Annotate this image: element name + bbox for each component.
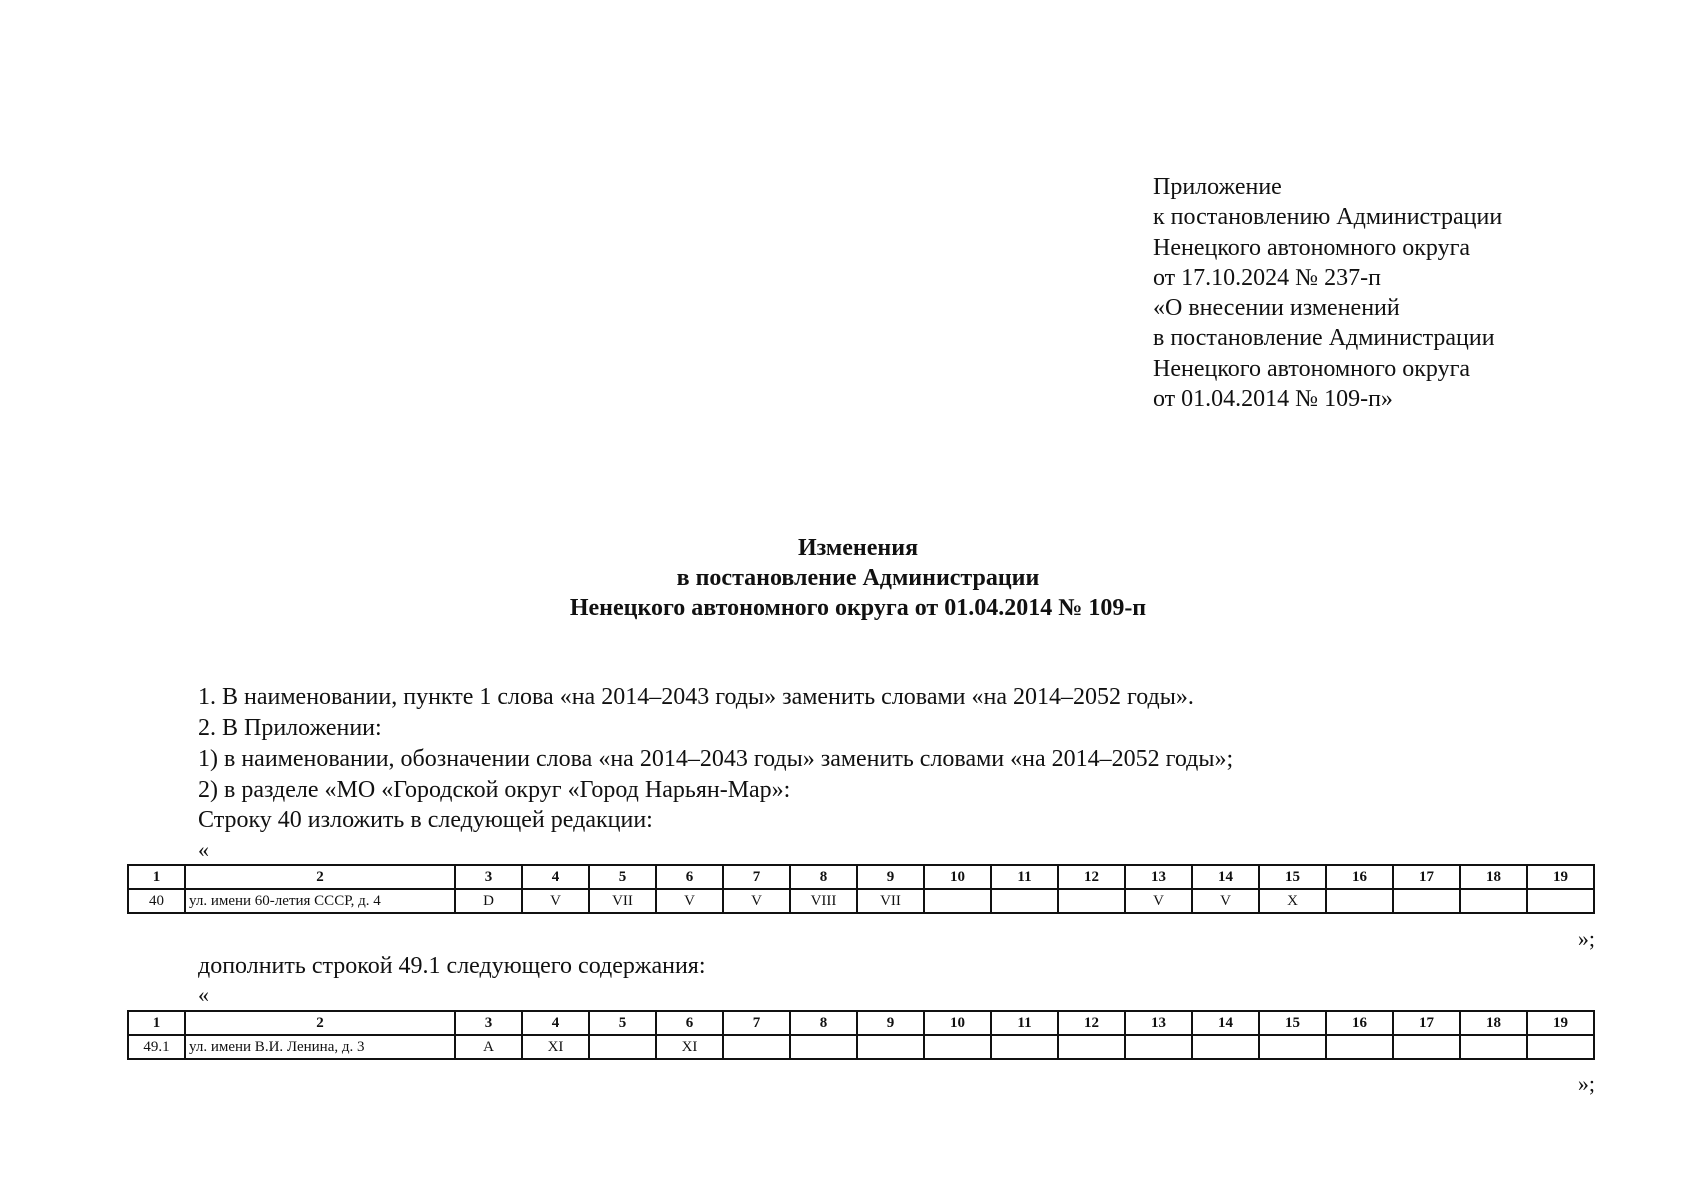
table-header-cell: 10 (924, 1011, 991, 1035)
document-title-line: Изменения (797, 535, 919, 561)
paragraph-3: 1) в наименовании, обозначении слова «на 2014–2043 годы» заменить словами «на 2014–2052 годы»; (198, 746, 1234, 772)
table-cell (991, 1035, 1058, 1059)
table-cell (1058, 1035, 1125, 1059)
document-title-line: Ненецкого автономного округа от 01.04.2014 № 109-п (569, 595, 1147, 621)
table-header-cell: 18 (1460, 865, 1527, 889)
table-cell: 40 (128, 889, 185, 913)
appendix-header-line: «О внесении изменений (1153, 295, 1400, 322)
table-header-cell: 13 (1125, 865, 1192, 889)
table-header-cell: 1 (128, 1011, 185, 1035)
table-header-cell: 13 (1125, 1011, 1192, 1035)
table-cell: V (723, 889, 790, 913)
table-cell: V (656, 889, 723, 913)
table-cell (1259, 1035, 1326, 1059)
appendix-header-line: от 17.10.2024 № 237-п (1153, 264, 1381, 291)
table-header-cell: 7 (723, 865, 790, 889)
address-cell: ул. имени 60-летия СССР, д. 4 (185, 889, 455, 913)
table-cell (790, 1035, 857, 1059)
table-header-cell: 5 (589, 1011, 656, 1035)
paragraph-5: Строку 40 изложить в следующей редакции: (198, 807, 653, 833)
table-header-cell: 2 (185, 1011, 455, 1035)
appendix-header-line: в постановление Администрации (1153, 325, 1495, 352)
paragraph-4: 2) в разделе «МО «Городской округ «Город Нарьян-Мар»: (198, 777, 791, 803)
document-title (0, 533, 1698, 623)
table-header-cell: 10 (924, 865, 991, 889)
table-header-cell: 7 (723, 1011, 790, 1035)
table-row (128, 889, 1594, 913)
table-row-49-1 (127, 1010, 1595, 1060)
table-cell (924, 889, 991, 913)
table-cell (1527, 889, 1594, 913)
table-header-cell: 5 (589, 865, 656, 889)
table-cell: V (522, 889, 589, 913)
appendix-header-line: Приложение (1153, 174, 1282, 200)
table-header-cell: 17 (1393, 865, 1460, 889)
table-header-cell: 3 (455, 1011, 522, 1035)
table-cell: 49.1 (128, 1035, 185, 1059)
appendix-header-line: к постановлению Администрации (1153, 204, 1503, 231)
table-header-cell: 9 (857, 1011, 924, 1035)
table-header-cell: 6 (656, 865, 723, 889)
table-header-cell: 18 (1460, 1011, 1527, 1035)
table-cell (1326, 1035, 1393, 1059)
table-header-cell: 12 (1058, 865, 1125, 889)
table-header-cell: 11 (991, 1011, 1058, 1035)
table-header-cell: 9 (857, 865, 924, 889)
table-header-cell: 8 (790, 865, 857, 889)
table-row-40 (127, 864, 1595, 914)
open-quote: « (198, 837, 209, 862)
table-cell (589, 1035, 656, 1059)
table-cell (991, 889, 1058, 913)
table-header-cell: 19 (1527, 865, 1594, 889)
table-cell (1460, 889, 1527, 913)
table-header-cell: 14 (1192, 1011, 1259, 1035)
table-header-cell: 8 (790, 1011, 857, 1035)
table-cell: VII (589, 889, 656, 913)
table-cell: VIII (790, 889, 857, 913)
table-cell (1058, 889, 1125, 913)
table-row (128, 1035, 1594, 1059)
appendix-header-line: от 01.04.2014 № 109-п» (1153, 386, 1393, 413)
paragraph-6: дополнить строкой 49.1 следующего содержания: (198, 953, 706, 979)
table-cell (1326, 889, 1393, 913)
close-quote: »; (1577, 926, 1595, 951)
table-header-cell: 16 (1326, 1011, 1393, 1035)
close-quote: »; (1577, 1071, 1595, 1096)
table-cell: VII (857, 889, 924, 913)
table-header-cell: 3 (455, 865, 522, 889)
table-cell (1125, 1035, 1192, 1059)
table-header-cell: 15 (1259, 1011, 1326, 1035)
document-title-line: в постановление Администрации (676, 565, 1040, 591)
table-header-cell: 16 (1326, 865, 1393, 889)
paragraph-2: 2. В Приложении: (198, 715, 382, 741)
table-header-cell: 2 (185, 865, 455, 889)
table-cell: A (455, 1035, 522, 1059)
table-cell (857, 1035, 924, 1059)
appendix-header-line: Ненецкого автономного округа (1153, 234, 1471, 261)
table-header-row (128, 865, 1594, 889)
table-header-cell: 6 (656, 1011, 723, 1035)
table-cell: V (1125, 889, 1192, 913)
table-header-cell: 15 (1259, 865, 1326, 889)
appendix-header-line: Ненецкого автономного округа (1153, 355, 1471, 382)
table-header-cell: 19 (1527, 1011, 1594, 1035)
table-cell (1460, 1035, 1527, 1059)
table-cell (924, 1035, 991, 1059)
address-cell: ул. имени В.И. Ленина, д. 3 (185, 1035, 455, 1059)
table-cell (1192, 1035, 1259, 1059)
table-header-row (128, 1011, 1594, 1035)
paragraph-1: 1. В наименовании, пункте 1 слова «на 2014–2043 годы» заменить словами «на 2014–2052 годы». (198, 684, 1194, 710)
table-header-cell: 4 (522, 865, 589, 889)
table-cell (1527, 1035, 1594, 1059)
table-header-cell: 11 (991, 865, 1058, 889)
table-cell: V (1192, 889, 1259, 913)
table-cell: X (1259, 889, 1326, 913)
table-cell (1393, 889, 1460, 913)
table-cell (723, 1035, 790, 1059)
table-header-cell: 12 (1058, 1011, 1125, 1035)
table-header-cell: 14 (1192, 865, 1259, 889)
table-cell: XI (656, 1035, 723, 1059)
table-header-cell: 17 (1393, 1011, 1460, 1035)
table-header-cell: 1 (128, 865, 185, 889)
table-cell: XI (522, 1035, 589, 1059)
table-cell: D (455, 889, 522, 913)
open-quote: « (198, 982, 209, 1007)
table-cell (1393, 1035, 1460, 1059)
appendix-header (1153, 172, 1502, 414)
table-header-cell: 4 (522, 1011, 589, 1035)
